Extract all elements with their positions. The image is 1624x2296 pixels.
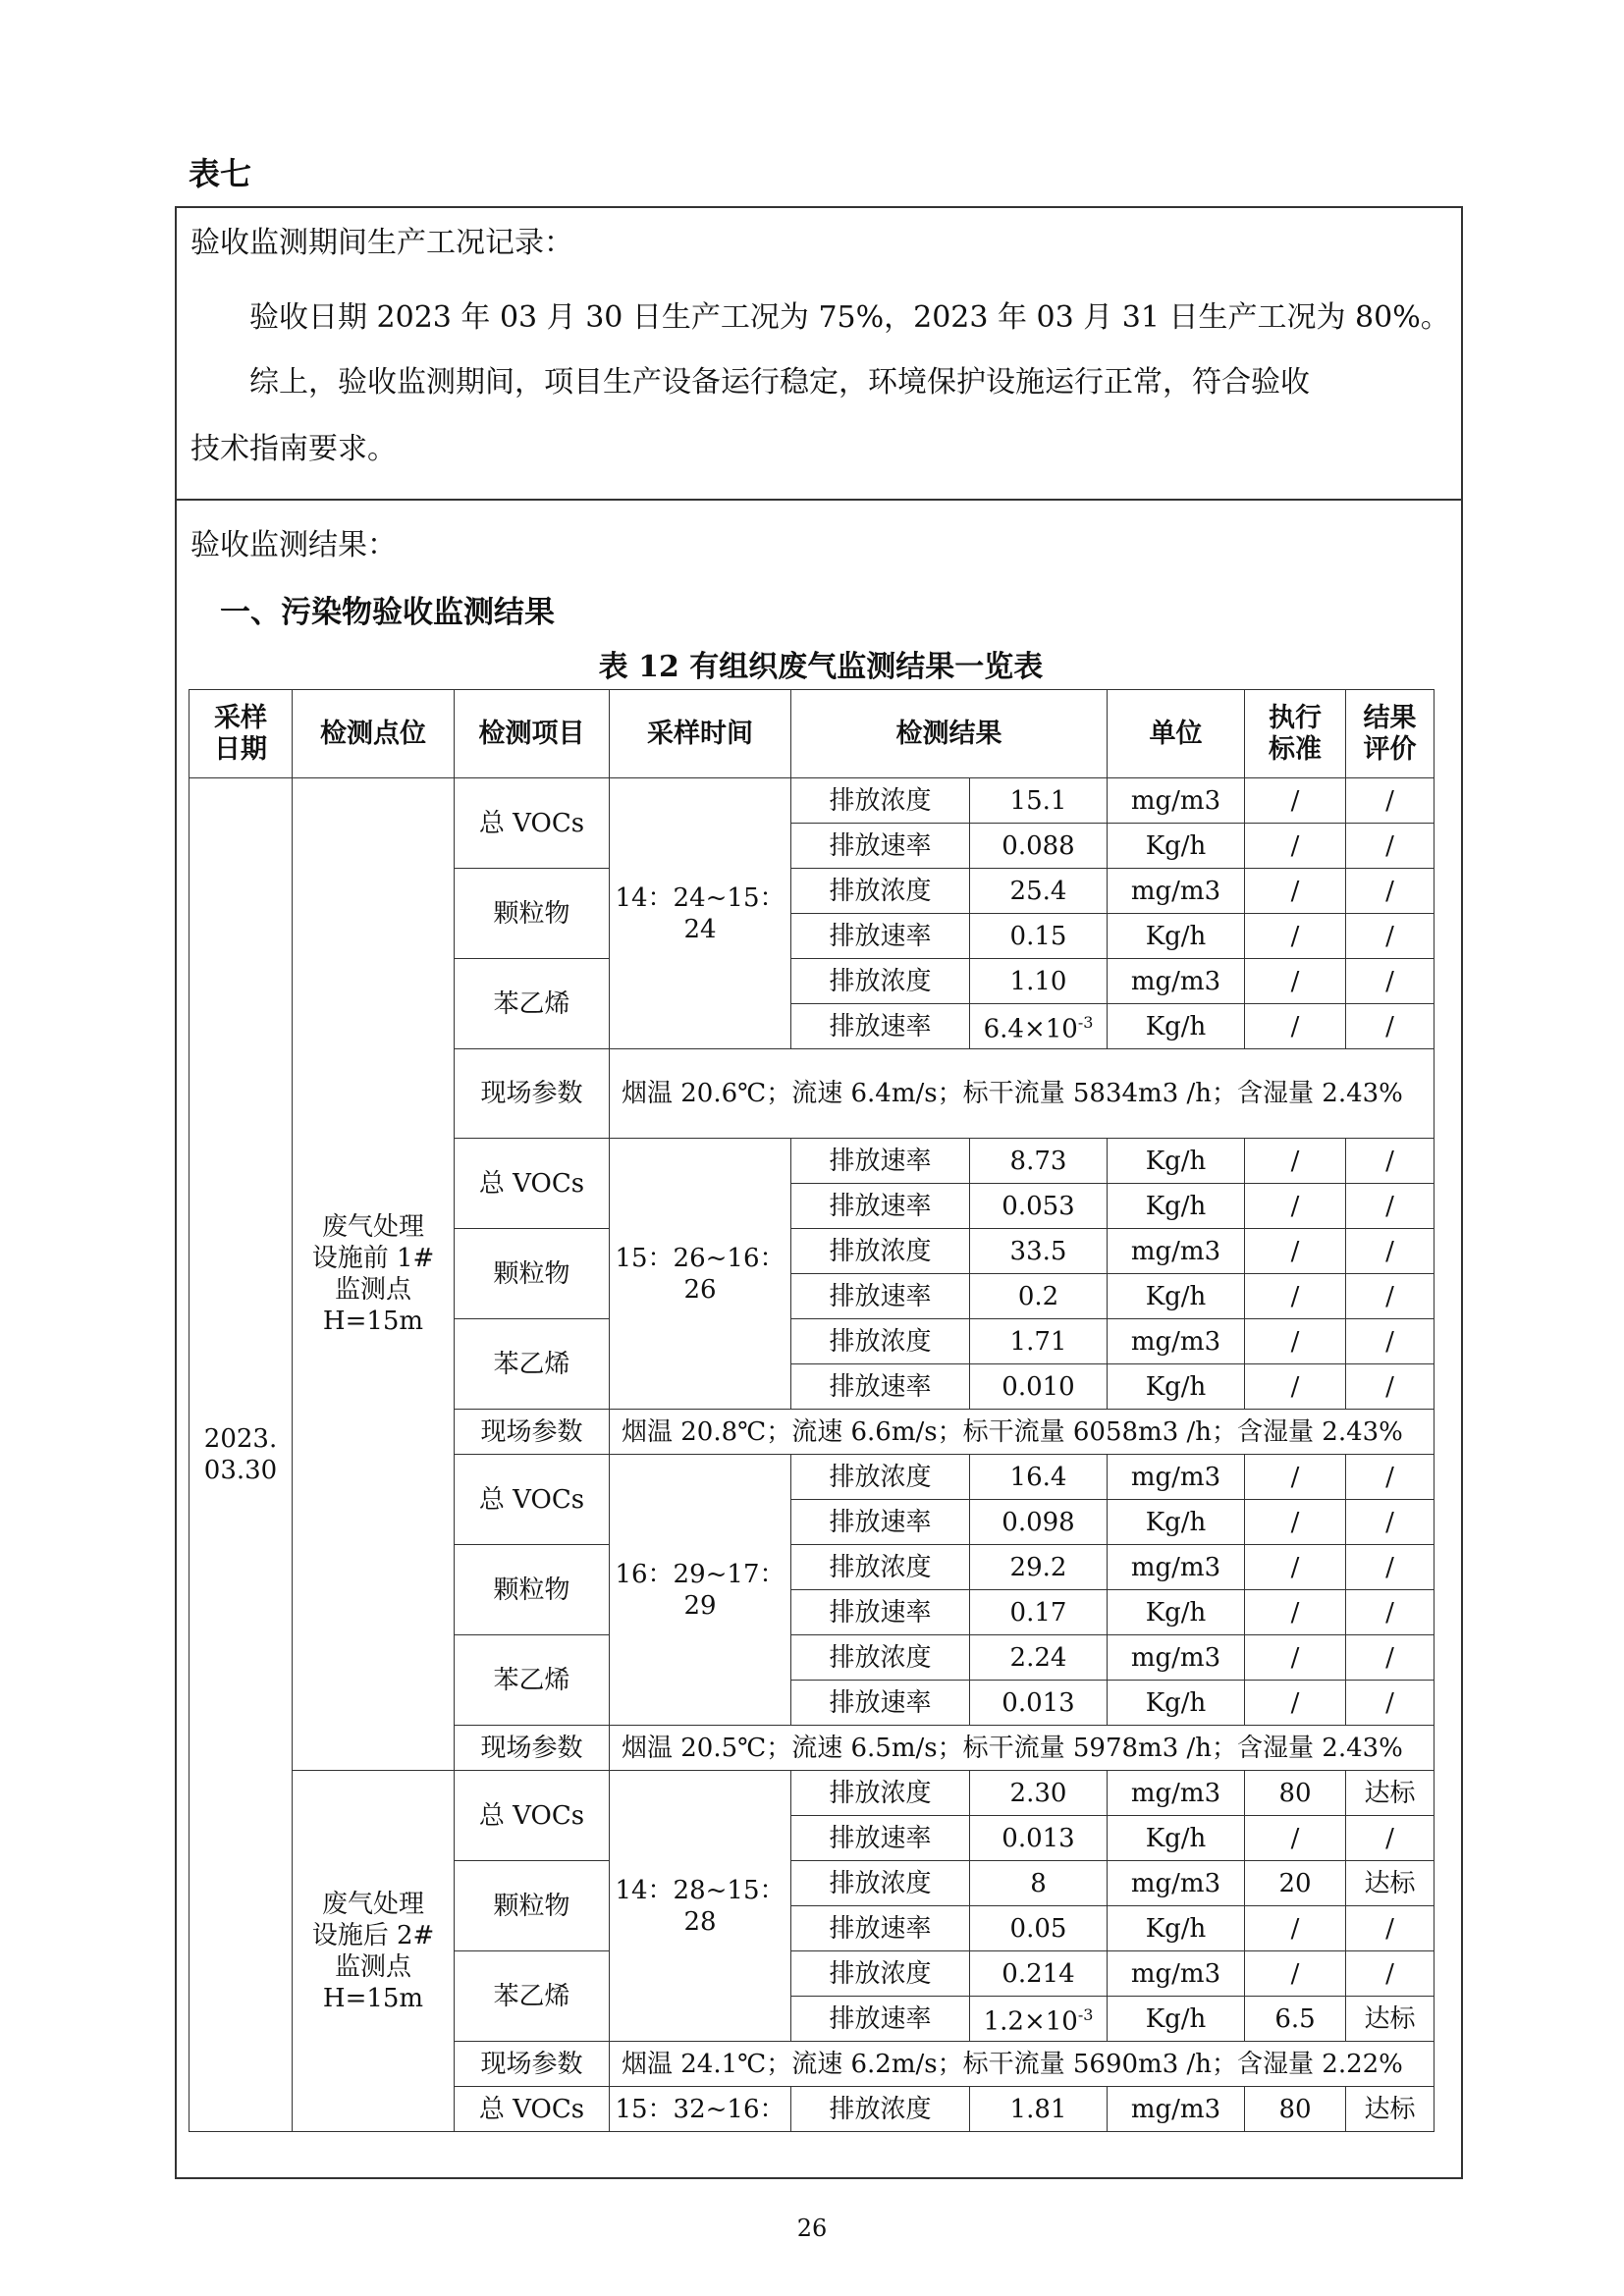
unit-cell: mg/m3 xyxy=(1108,1455,1245,1500)
standard-cell: 6.5 xyxy=(1245,1997,1346,2042)
time-cell: 15：32~16： xyxy=(610,2087,791,2132)
unit-cell: Kg/h xyxy=(1108,1816,1245,1861)
value-cell: 0.010 xyxy=(970,1364,1108,1410)
value-cell: 0.2 xyxy=(970,1274,1108,1319)
evaluation-cell: / xyxy=(1346,778,1435,824)
standard-cell: / xyxy=(1245,1455,1346,1500)
unit-cell: mg/m3 xyxy=(1108,778,1245,824)
time-cell: 16：29~17： 29 xyxy=(610,1455,791,1726)
standard-cell: / xyxy=(1245,1951,1346,1997)
standard-cell: / xyxy=(1245,824,1346,869)
param-cell: 烟温 20.6℃；流速 6.4m/s；标干流量 5834m3 /h；含湿量 2.43% xyxy=(610,1049,1435,1139)
metric-label: 排放速率 xyxy=(791,1500,970,1545)
value-cell: 33.5 xyxy=(970,1229,1108,1274)
evaluation-cell: / xyxy=(1346,1500,1435,1545)
emission-table-wrap xyxy=(189,689,1434,2132)
evaluation-cell: 达标 xyxy=(1346,2087,1435,2132)
standard-cell: / xyxy=(1245,959,1346,1004)
metric-label: 排放浓度 xyxy=(791,1861,970,1906)
value-cell: 0.013 xyxy=(970,1681,1108,1726)
unit-cell: mg/m3 xyxy=(1108,1771,1245,1816)
evaluation-cell: 达标 xyxy=(1346,1861,1435,1906)
value-cell: 16.4 xyxy=(970,1455,1108,1500)
item-param: 现场参数 xyxy=(455,1410,610,1455)
standard-cell: 20 xyxy=(1245,1861,1346,1906)
evaluation-cell: / xyxy=(1346,1139,1435,1184)
unit-cell: Kg/h xyxy=(1108,1681,1245,1726)
evaluation-cell: / xyxy=(1346,1816,1435,1861)
evaluation-cell: / xyxy=(1346,869,1435,914)
value-cell: 0.05 xyxy=(970,1906,1108,1951)
metric-label: 排放浓度 xyxy=(791,1951,970,1997)
metric-label: 排放速率 xyxy=(791,1004,970,1049)
evaluation-cell: / xyxy=(1346,1545,1435,1590)
time-cell: 15：26~16： 26 xyxy=(610,1139,791,1410)
conditions-para2a: 综上，验收监测期间，项目生产设备运行稳定，环境保护设施运行正常，符合验收 xyxy=(249,365,1310,400)
item-styrene: 苯乙烯 xyxy=(455,1635,610,1726)
standard-cell: / xyxy=(1245,1139,1346,1184)
item-param: 现场参数 xyxy=(455,1726,610,1771)
item-voc: 总 VOCs xyxy=(455,1771,610,1861)
value-cell: 0.013 xyxy=(970,1816,1108,1861)
metric-label: 排放浓度 xyxy=(791,869,970,914)
standard-cell: / xyxy=(1245,1004,1346,1049)
evaluation-cell: / xyxy=(1346,1635,1435,1681)
item-voc: 总 VOCs xyxy=(455,2087,610,2132)
value-cell: 0.088 xyxy=(970,824,1108,869)
metric-label: 排放浓度 xyxy=(791,1635,970,1681)
unit-cell: mg/m3 xyxy=(1108,1545,1245,1590)
evaluation-cell: / xyxy=(1346,1590,1435,1635)
evaluation-cell: / xyxy=(1346,1184,1435,1229)
metric-label: 排放速率 xyxy=(791,1364,970,1410)
time-cell: 14：28~15： 28 xyxy=(610,1771,791,2042)
evaluation-cell: / xyxy=(1346,1951,1435,1997)
standard-cell: 80 xyxy=(1245,2087,1346,2132)
item-voc: 总 VOCs xyxy=(455,1139,610,1229)
standard-cell: / xyxy=(1245,1229,1346,1274)
standard-cell: / xyxy=(1245,1816,1346,1861)
param-cell: 烟温 20.8℃；流速 6.6m/s；标干流量 6058m3 /h；含湿量 2.43% xyxy=(610,1410,1435,1455)
date-cell: 2023. 03.30 xyxy=(189,778,293,2132)
metric-label: 排放速率 xyxy=(791,914,970,959)
evaluation-cell: / xyxy=(1346,824,1435,869)
value-cell: 8 xyxy=(970,1861,1108,1906)
evaluation-cell: / xyxy=(1346,1364,1435,1410)
unit-cell: Kg/h xyxy=(1108,1997,1245,2042)
header-date: 采样 日期 xyxy=(189,690,293,778)
param-cell: 烟温 24.1℃；流速 6.2m/s；标干流量 5690m3 /h；含湿量 2.22% xyxy=(610,2042,1435,2087)
unit-cell: Kg/h xyxy=(1108,1139,1245,1184)
value-cell: 0.15 xyxy=(970,914,1108,959)
results-title: 验收监测结果： xyxy=(190,528,397,562)
unit-cell: Kg/h xyxy=(1108,1590,1245,1635)
item-voc: 总 VOCs xyxy=(455,778,610,869)
value-cell: 0.214 xyxy=(970,1951,1108,1997)
conditions-title: 验收监测期间生产工况记录： xyxy=(190,226,573,260)
evaluation-cell: / xyxy=(1346,1319,1435,1364)
unit-cell: mg/m3 xyxy=(1108,1861,1245,1906)
point2-cell: 废气处理 设施后 2# 监测点 H=15m xyxy=(293,1771,455,2132)
unit-cell: mg/m3 xyxy=(1108,959,1245,1004)
metric-label: 排放浓度 xyxy=(791,2087,970,2132)
standard-cell: / xyxy=(1245,914,1346,959)
unit-cell: Kg/h xyxy=(1108,1184,1245,1229)
metric-label: 排放速率 xyxy=(791,1139,970,1184)
unit-cell: Kg/h xyxy=(1108,824,1245,869)
metric-label: 排放速率 xyxy=(791,1997,970,2042)
metric-label: 排放浓度 xyxy=(791,1545,970,1590)
header-item: 检测项目 xyxy=(455,690,610,778)
content-frame xyxy=(175,206,1463,2179)
unit-cell: Kg/h xyxy=(1108,1274,1245,1319)
evaluation-cell: / xyxy=(1346,1906,1435,1951)
metric-label: 排放速率 xyxy=(791,1590,970,1635)
metric-label: 排放速率 xyxy=(791,824,970,869)
header-standard: 执行 标准 xyxy=(1245,690,1346,778)
value-cell: $6.4\times 10^{-3}$ xyxy=(970,1004,1108,1049)
unit-cell: Kg/h xyxy=(1108,1906,1245,1951)
header-result: 检测结果 xyxy=(791,690,1108,778)
item-pm: 颗粒物 xyxy=(455,1229,610,1319)
section-heading: 一、污染物验收监测结果 xyxy=(220,595,555,630)
metric-label: 排放速率 xyxy=(791,1906,970,1951)
value-cell: 0.053 xyxy=(970,1184,1108,1229)
value-cell: 25.4 xyxy=(970,869,1108,914)
metric-label: 排放浓度 xyxy=(791,1319,970,1364)
item-voc: 总 VOCs xyxy=(455,1455,610,1545)
metric-label: 排放浓度 xyxy=(791,1229,970,1274)
evaluation-cell: / xyxy=(1346,1274,1435,1319)
item-pm: 颗粒物 xyxy=(455,869,610,959)
standard-cell: / xyxy=(1245,869,1346,914)
standard-cell: / xyxy=(1245,1500,1346,1545)
metric-label: 排放速率 xyxy=(791,1681,970,1726)
value-cell: 0.17 xyxy=(970,1590,1108,1635)
item-styrene: 苯乙烯 xyxy=(455,959,610,1049)
evaluation-cell: / xyxy=(1346,1681,1435,1726)
evaluation-cell: / xyxy=(1346,1004,1435,1049)
value-cell: 15.1 xyxy=(970,778,1108,824)
value-cell: 1.71 xyxy=(970,1319,1108,1364)
standard-cell: / xyxy=(1245,1319,1346,1364)
unit-cell: mg/m3 xyxy=(1108,1229,1245,1274)
value-cell: 1.81 xyxy=(970,2087,1108,2132)
point1-cell: 废气处理 设施前 1# 监测点 H=15m xyxy=(293,778,455,1771)
standard-cell: / xyxy=(1245,1274,1346,1319)
item-styrene: 苯乙烯 xyxy=(455,1319,610,1410)
evaluation-cell: 达标 xyxy=(1346,1771,1435,1816)
metric-label: 排放浓度 xyxy=(791,959,970,1004)
evaluation-cell: / xyxy=(1346,1455,1435,1500)
value-cell: 2.30 xyxy=(970,1771,1108,1816)
unit-cell: Kg/h xyxy=(1108,914,1245,959)
metric-label: 排放浓度 xyxy=(791,778,970,824)
header-point: 检测点位 xyxy=(293,690,455,778)
standard-cell: / xyxy=(1245,1906,1346,1951)
metric-label: 排放浓度 xyxy=(791,1771,970,1816)
emission-table xyxy=(189,689,1435,2132)
value-cell: 2.24 xyxy=(970,1635,1108,1681)
page-number: 26 xyxy=(796,2215,828,2242)
unit-cell: mg/m3 xyxy=(1108,2087,1245,2132)
metric-label: 排放速率 xyxy=(791,1274,970,1319)
unit-cell: Kg/h xyxy=(1108,1364,1245,1410)
unit-cell: Kg/h xyxy=(1108,1004,1245,1049)
conditions-para2b: 技术指南要求。 xyxy=(190,432,397,466)
item-pm: 颗粒物 xyxy=(455,1861,610,1951)
evaluation-cell: / xyxy=(1346,959,1435,1004)
standard-cell: / xyxy=(1245,1590,1346,1635)
item-param: 现场参数 xyxy=(455,1049,610,1139)
time-cell: 14：24~15： 24 xyxy=(610,778,791,1049)
item-pm: 颗粒物 xyxy=(455,1545,610,1635)
unit-cell: Kg/h xyxy=(1108,1500,1245,1545)
standard-cell: / xyxy=(1245,1635,1346,1681)
value-cell: 8.73 xyxy=(970,1139,1108,1184)
metric-label: 排放速率 xyxy=(791,1184,970,1229)
value-cell: 0.098 xyxy=(970,1500,1108,1545)
metric-label: 排放速率 xyxy=(791,1816,970,1861)
unit-cell: mg/m3 xyxy=(1108,1951,1245,1997)
value-cell: 29.2 xyxy=(970,1545,1108,1590)
table-row xyxy=(189,778,1435,824)
value-cell: $1.2\times 10^{-3}$ xyxy=(970,1997,1108,2042)
conditions-para1: 验收日期 2023 年 03 月 30 日生产工况为 75%，2023 年 03 月 31 日生产工况为 80%。 xyxy=(249,300,1450,335)
header-evaluation: 结果 评价 xyxy=(1346,690,1435,778)
metric-label: 排放浓度 xyxy=(791,1455,970,1500)
table-row xyxy=(189,1771,1435,1816)
unit-cell: mg/m3 xyxy=(1108,1319,1245,1364)
page-heading: 表七 xyxy=(189,155,252,192)
evaluation-cell: 达标 xyxy=(1346,1997,1435,2042)
standard-cell: / xyxy=(1245,1545,1346,1590)
header-time: 采样时间 xyxy=(610,690,791,778)
table-title: 表 12 有组织废气监测结果一览表 xyxy=(598,650,1044,684)
standard-cell: / xyxy=(1245,778,1346,824)
param-cell: 烟温 20.5℃；流速 6.5m/s；标干流量 5978m3 /h；含湿量 2.43% xyxy=(610,1726,1435,1771)
unit-cell: mg/m3 xyxy=(1108,869,1245,914)
conditions-section xyxy=(177,208,1461,501)
value-cell: 1.10 xyxy=(970,959,1108,1004)
standard-cell: / xyxy=(1245,1681,1346,1726)
evaluation-cell: / xyxy=(1346,1229,1435,1274)
header-unit: 单位 xyxy=(1108,690,1245,778)
standard-cell: / xyxy=(1245,1184,1346,1229)
standard-cell: / xyxy=(1245,1364,1346,1410)
item-styrene: 苯乙烯 xyxy=(455,1951,610,2042)
item-param: 现场参数 xyxy=(455,2042,610,2087)
standard-cell: 80 xyxy=(1245,1771,1346,1816)
unit-cell: mg/m3 xyxy=(1108,1635,1245,1681)
table-header-row xyxy=(189,690,1435,778)
evaluation-cell: / xyxy=(1346,914,1435,959)
